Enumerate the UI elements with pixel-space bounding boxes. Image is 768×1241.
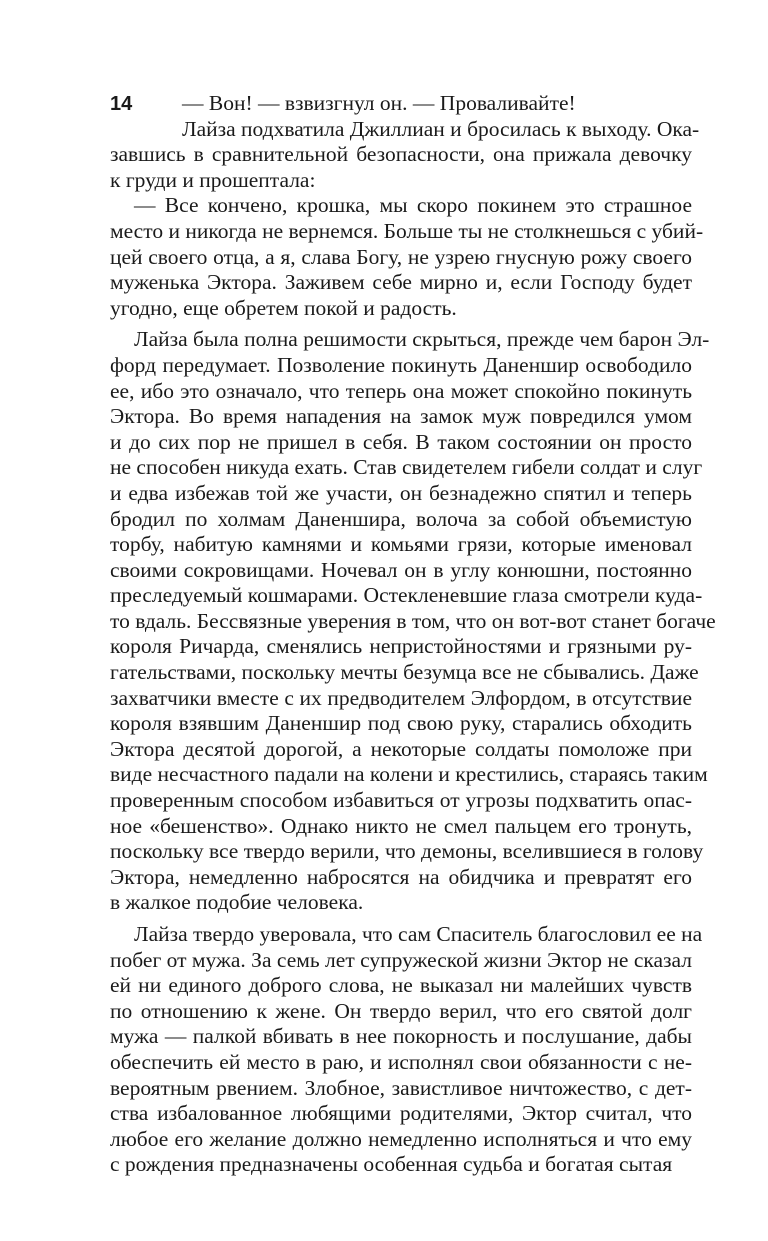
text-line: гательствами, поскольку мечты безумца все не сбывались. Даже bbox=[110, 660, 699, 685]
text-line: виде несчастного падали на колени и крестились, стараясь таким bbox=[110, 762, 708, 787]
text-line: короля взявшим Даненшир под свою руку, старались обходить bbox=[110, 711, 692, 736]
text-line: любое его желание должно немедленно исполняться и что ему bbox=[110, 1126, 692, 1151]
text-line: к груди и прошептала: bbox=[110, 167, 316, 192]
text-line: форд передумает. Позволение покинуть Даненшир освободило bbox=[110, 352, 692, 377]
text-line: — Вон! — взвизгнул он. — Проваливайте! bbox=[182, 91, 576, 115]
text-line: мужа — палкой вбивать в нее покорность и послушание, дабы bbox=[110, 1024, 692, 1049]
text-line: преследуемый кошмарами. Остекленевшие глаза смотрели куда- bbox=[110, 583, 703, 608]
text-line: Лайза была полна решимости скрыться, прежде чем барон Эл- bbox=[134, 327, 710, 352]
text-line: ей ни единого доброго слова, не выказал ни малейших чувств bbox=[110, 973, 692, 998]
text-line: своими сокровищами. Ночевал он в углу конюшни, постоянно bbox=[110, 557, 692, 582]
text-line: короля Ричарда, сменялись непристойностями и грязными ру- bbox=[110, 634, 692, 659]
paragraph bbox=[110, 193, 704, 321]
text-line: в жалкое подобие человека. bbox=[110, 890, 364, 915]
text-line: Эктора десятой дорогой, а некоторые солдаты помоложе при bbox=[110, 736, 692, 761]
body-text bbox=[110, 91, 716, 1178]
paragraph bbox=[110, 327, 716, 916]
text-line: Лайза твердо уверовала, что сам Спаситель благословил ее на bbox=[134, 922, 703, 946]
text-line: Эктора, немедленно набросятся на обидчика и превратят его bbox=[110, 864, 692, 889]
text-line: обеспечить ей место в раю, и исполнял свои обязанности с не- bbox=[110, 1049, 692, 1074]
text-line: по отношению к жене. Он твердо верил, что его святой долг bbox=[110, 998, 692, 1023]
paragraph bbox=[110, 922, 703, 1178]
text-line: то вдаль. Бессвязные уверения в том, что он вот-вот станет богаче bbox=[110, 608, 716, 633]
text-line: захватчики вместе с их предводителем Элфордом, в отсутствие bbox=[110, 685, 692, 710]
text-line: и до сих пор не пришел в себя. В таком состоянии он просто bbox=[110, 429, 692, 454]
paragraph bbox=[110, 91, 692, 117]
page-number: 14 bbox=[110, 93, 133, 115]
text-line: ное «бешенство». Однако никто не смел пальцем его тронуть, bbox=[110, 813, 692, 838]
text-line: и едва избежав той же участи, он безнадежно спятил и теперь bbox=[110, 480, 692, 505]
text-line: проверенным способом избавиться от угрозы подхватить опас- bbox=[110, 788, 692, 813]
text-line: с рождения предназначены особенная судьба и богатая сытая bbox=[110, 1152, 673, 1177]
text-line: бродил по холмам Даненшира, волоча за собой объемистую bbox=[110, 506, 692, 531]
text-line: — Все кончено, крошка, мы скоро покинем это страшное bbox=[134, 193, 692, 218]
text-line: завшись в сравнительной безопасности, она прижала девочку bbox=[110, 142, 692, 167]
text-line: побег от мужа. За семь лет супружеской жизни Эктор не сказал bbox=[110, 947, 692, 972]
text-line: вероятным рвением. Злобное, завистливое ничтожество, с дет- bbox=[110, 1075, 692, 1100]
text-line: цей своего отца, а я, слава Богу, не узрею гнусную рожу своего bbox=[110, 244, 692, 269]
text-line: муженька Эктора. Заживем себе мирно и, если Господу будет bbox=[110, 270, 692, 295]
text-line: торбу, набитую камнями и комьями грязи, которые именовал bbox=[110, 532, 692, 557]
text-line: угодно, еще обретем покой и радость. bbox=[110, 295, 457, 320]
text-line: поскольку все твердо верили, что демоны, вселившиеся в голову bbox=[110, 839, 704, 864]
text-line: Эктора. Во время нападения на замок муж повредился умом bbox=[110, 404, 692, 429]
text-line: место и никогда не вернемся. Больше ты не столкнешься с убий- bbox=[110, 218, 704, 243]
text-line: ее, ибо это означало, что теперь она может спокойно покинуть bbox=[110, 378, 692, 403]
text-line: ства избалованное любящими родителями, Эктор считал, что bbox=[110, 1101, 692, 1126]
text-line: не способен никуда ехать. Став свидетелем гибели солдат и слуг bbox=[110, 455, 703, 480]
paragraph bbox=[110, 116, 700, 194]
text-line: Лайза подхватила Джиллиан и бросилась к выходу. Ока- bbox=[182, 116, 700, 141]
